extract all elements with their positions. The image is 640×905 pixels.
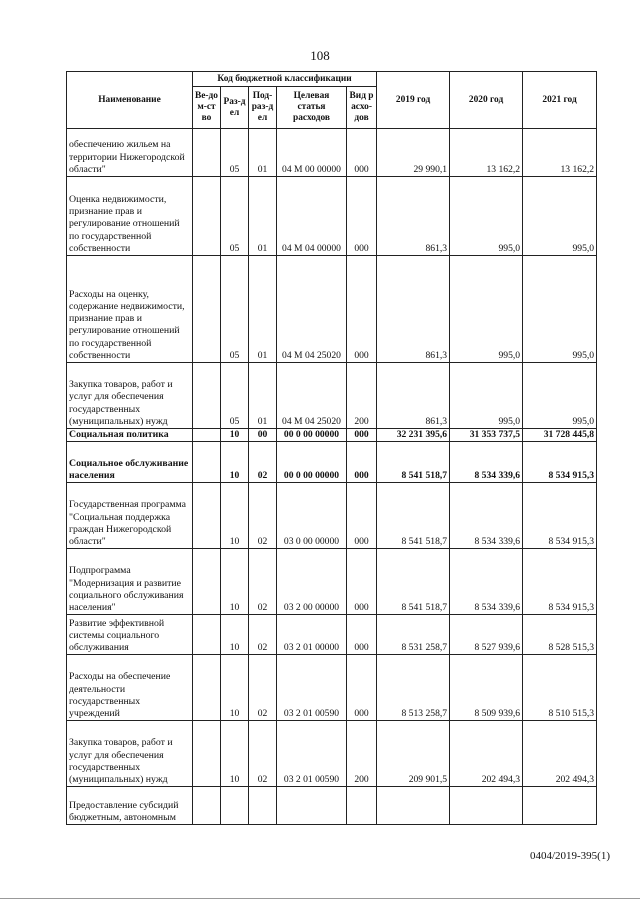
table-row [67, 429, 597, 442]
cell-2020: 31 353 737,5 [450, 429, 523, 442]
cell-name: Социальная политика [67, 429, 193, 442]
cell-name: Предоставление субсидий бюджетным, автономным [67, 787, 193, 825]
cell-2019: 29 990,1 [377, 129, 450, 177]
cell-vedomstvo [193, 483, 221, 549]
cell-2020: 8 534 339,6 [450, 483, 523, 549]
cell-vedomstvo [193, 615, 221, 655]
cell-vedomstvo [193, 429, 221, 442]
cell-podrazdel: 02 [249, 442, 277, 483]
cell-target-article: 03 2 01 00590 [277, 721, 347, 787]
table-row [67, 129, 597, 177]
table-row [67, 655, 597, 721]
cell-target-article: 04 М 04 00000 [277, 177, 347, 256]
cell-expense-type: 000 [347, 177, 377, 256]
cell-razdel: 10 [221, 483, 249, 549]
cell-2019: 861,3 [377, 256, 450, 363]
cell-2019: 8 513 258,7 [377, 655, 450, 721]
cell-expense-type: 000 [347, 256, 377, 363]
cell-vedomstvo [193, 655, 221, 721]
cell-2021: 31 728 445,8 [523, 429, 597, 442]
table-row [67, 787, 597, 825]
cell-target-article: 04 М 04 25020 [277, 363, 347, 429]
budget-table [66, 71, 597, 825]
document-code: 0404/2019-395(1) [529, 850, 610, 862]
cell-2020: 8 534 339,6 [450, 549, 523, 615]
table-row [67, 363, 597, 429]
cell-target-article: 03 2 01 00000 [277, 615, 347, 655]
cell-name: Закупка товаров, работ и услуг для обеспечения государственных (муниципальных) нужд [67, 363, 193, 429]
cell-vedomstvo [193, 787, 221, 825]
cell-name: Расходы на оценку, содержание недвижимости, признание прав и регулирование отношений по государственной собственности [67, 256, 193, 363]
cell-2020: 8 534 339,6 [450, 442, 523, 483]
table-row [67, 549, 597, 615]
cell-expense-type: 000 [347, 483, 377, 549]
cell-2019: 209 901,5 [377, 721, 450, 787]
cell-vedomstvo [193, 129, 221, 177]
cell-name: Социальное обслуживание населения [67, 442, 193, 483]
cell-podrazdel: 01 [249, 129, 277, 177]
cell-2020 [450, 787, 523, 825]
cell-2021: 995,0 [523, 256, 597, 363]
cell-target-article: 04 М 04 25020 [277, 256, 347, 363]
cell-2020: 995,0 [450, 363, 523, 429]
cell-podrazdel: 02 [249, 655, 277, 721]
cell-2020: 202 494,3 [450, 721, 523, 787]
header-name: Наименование [67, 72, 193, 129]
cell-expense-type: 000 [347, 655, 377, 721]
cell-name: Развитие эффективной системы социального обслуживания [67, 615, 193, 655]
cell-podrazdel: 00 [249, 429, 277, 442]
cell-2021: 8 534 915,3 [523, 483, 597, 549]
cell-2021: 8 534 915,3 [523, 549, 597, 615]
cell-2020: 995,0 [450, 177, 523, 256]
cell-expense-type [347, 787, 377, 825]
cell-2019: 8 531 258,7 [377, 615, 450, 655]
cell-target-article: 00 0 00 00000 [277, 442, 347, 483]
cell-podrazdel: 01 [249, 177, 277, 256]
cell-target-article: 03 0 00 00000 [277, 483, 347, 549]
cell-target-article: 04 М 00 00000 [277, 129, 347, 177]
cell-target-article [277, 787, 347, 825]
header-2021: 2021 год [523, 72, 597, 129]
header-vedomstvo: Ве-дом-ство [193, 87, 221, 129]
header-2020: 2020 год [450, 72, 523, 129]
cell-2019 [377, 787, 450, 825]
cell-expense-type: 000 [347, 615, 377, 655]
cell-expense-type: 200 [347, 721, 377, 787]
header-target-article: Целевая статья расходов [277, 87, 347, 129]
cell-name: обеспечению жильем на территории Нижегородской области" [67, 129, 193, 177]
header-classification-group: Код бюджетной классификации [193, 72, 377, 87]
cell-2019: 861,3 [377, 363, 450, 429]
cell-name: Оценка недвижимости, признание прав и регулирование отношений по государственной собственности [67, 177, 193, 256]
cell-2021: 995,0 [523, 363, 597, 429]
cell-vedomstvo [193, 363, 221, 429]
cell-expense-type: 000 [347, 429, 377, 442]
cell-vedomstvo [193, 177, 221, 256]
cell-name: Подпрограмма "Модернизация и развитие социального обслуживания населения" [67, 549, 193, 615]
cell-2021: 995,0 [523, 177, 597, 256]
cell-2020: 8 527 939,6 [450, 615, 523, 655]
cell-razdel: 05 [221, 177, 249, 256]
cell-razdel: 10 [221, 549, 249, 615]
cell-target-article: 03 2 00 00000 [277, 549, 347, 615]
cell-razdel: 05 [221, 363, 249, 429]
header-podrazdel: Под-раз-дел [249, 87, 277, 129]
cell-vedomstvo [193, 721, 221, 787]
cell-vedomstvo [193, 256, 221, 363]
cell-razdel: 05 [221, 256, 249, 363]
cell-2019: 861,3 [377, 177, 450, 256]
cell-2021: 202 494,3 [523, 721, 597, 787]
cell-razdel: 05 [221, 129, 249, 177]
table-row [67, 721, 597, 787]
cell-razdel [221, 787, 249, 825]
cell-2021 [523, 787, 597, 825]
cell-2019: 32 231 395,6 [377, 429, 450, 442]
cell-target-article: 03 2 01 00590 [277, 655, 347, 721]
cell-razdel: 10 [221, 721, 249, 787]
table-row [67, 442, 597, 483]
cell-2021: 8 534 915,3 [523, 442, 597, 483]
cell-razdel: 10 [221, 615, 249, 655]
table-row [67, 483, 597, 549]
table-body [67, 129, 597, 825]
cell-podrazdel: 02 [249, 483, 277, 549]
cell-vedomstvo [193, 549, 221, 615]
cell-2020: 8 509 939,6 [450, 655, 523, 721]
cell-razdel: 10 [221, 655, 249, 721]
cell-name: Расходы на обеспечение деятельности государственных учреждений [67, 655, 193, 721]
cell-name: Закупка товаров, работ и услуг для обеспечения государственных (муниципальных) нужд [67, 721, 193, 787]
cell-2020: 995,0 [450, 256, 523, 363]
cell-2019: 8 541 518,7 [377, 483, 450, 549]
cell-podrazdel: 02 [249, 721, 277, 787]
cell-2019: 8 541 518,7 [377, 549, 450, 615]
table-row [67, 256, 597, 363]
cell-2019: 8 541 518,7 [377, 442, 450, 483]
cell-2021: 13 162,2 [523, 129, 597, 177]
cell-expense-type: 000 [347, 129, 377, 177]
cell-podrazdel [249, 787, 277, 825]
cell-podrazdel: 02 [249, 549, 277, 615]
header-2019: 2019 год [377, 72, 450, 129]
cell-razdel: 10 [221, 442, 249, 483]
header-razdel: Раз-дел [221, 87, 249, 129]
table-row [67, 177, 597, 256]
cell-expense-type: 000 [347, 549, 377, 615]
bottom-divider [0, 898, 640, 899]
cell-podrazdel: 01 [249, 363, 277, 429]
table-row [67, 615, 597, 655]
cell-target-article: 00 0 00 00000 [277, 429, 347, 442]
page-number: 108 [310, 48, 330, 63]
header-expense-type: Вид расхо-дов [347, 87, 377, 129]
cell-2021: 8 528 515,3 [523, 615, 597, 655]
cell-podrazdel: 01 [249, 256, 277, 363]
cell-vedomstvo [193, 442, 221, 483]
cell-expense-type: 200 [347, 363, 377, 429]
cell-expense-type: 000 [347, 442, 377, 483]
cell-2020: 13 162,2 [450, 129, 523, 177]
cell-name: Государственная программа "Социальная поддержка граждан Нижегородской области" [67, 483, 193, 549]
cell-razdel: 10 [221, 429, 249, 442]
cell-podrazdel: 02 [249, 615, 277, 655]
cell-2021: 8 510 515,3 [523, 655, 597, 721]
table-header [67, 72, 597, 129]
